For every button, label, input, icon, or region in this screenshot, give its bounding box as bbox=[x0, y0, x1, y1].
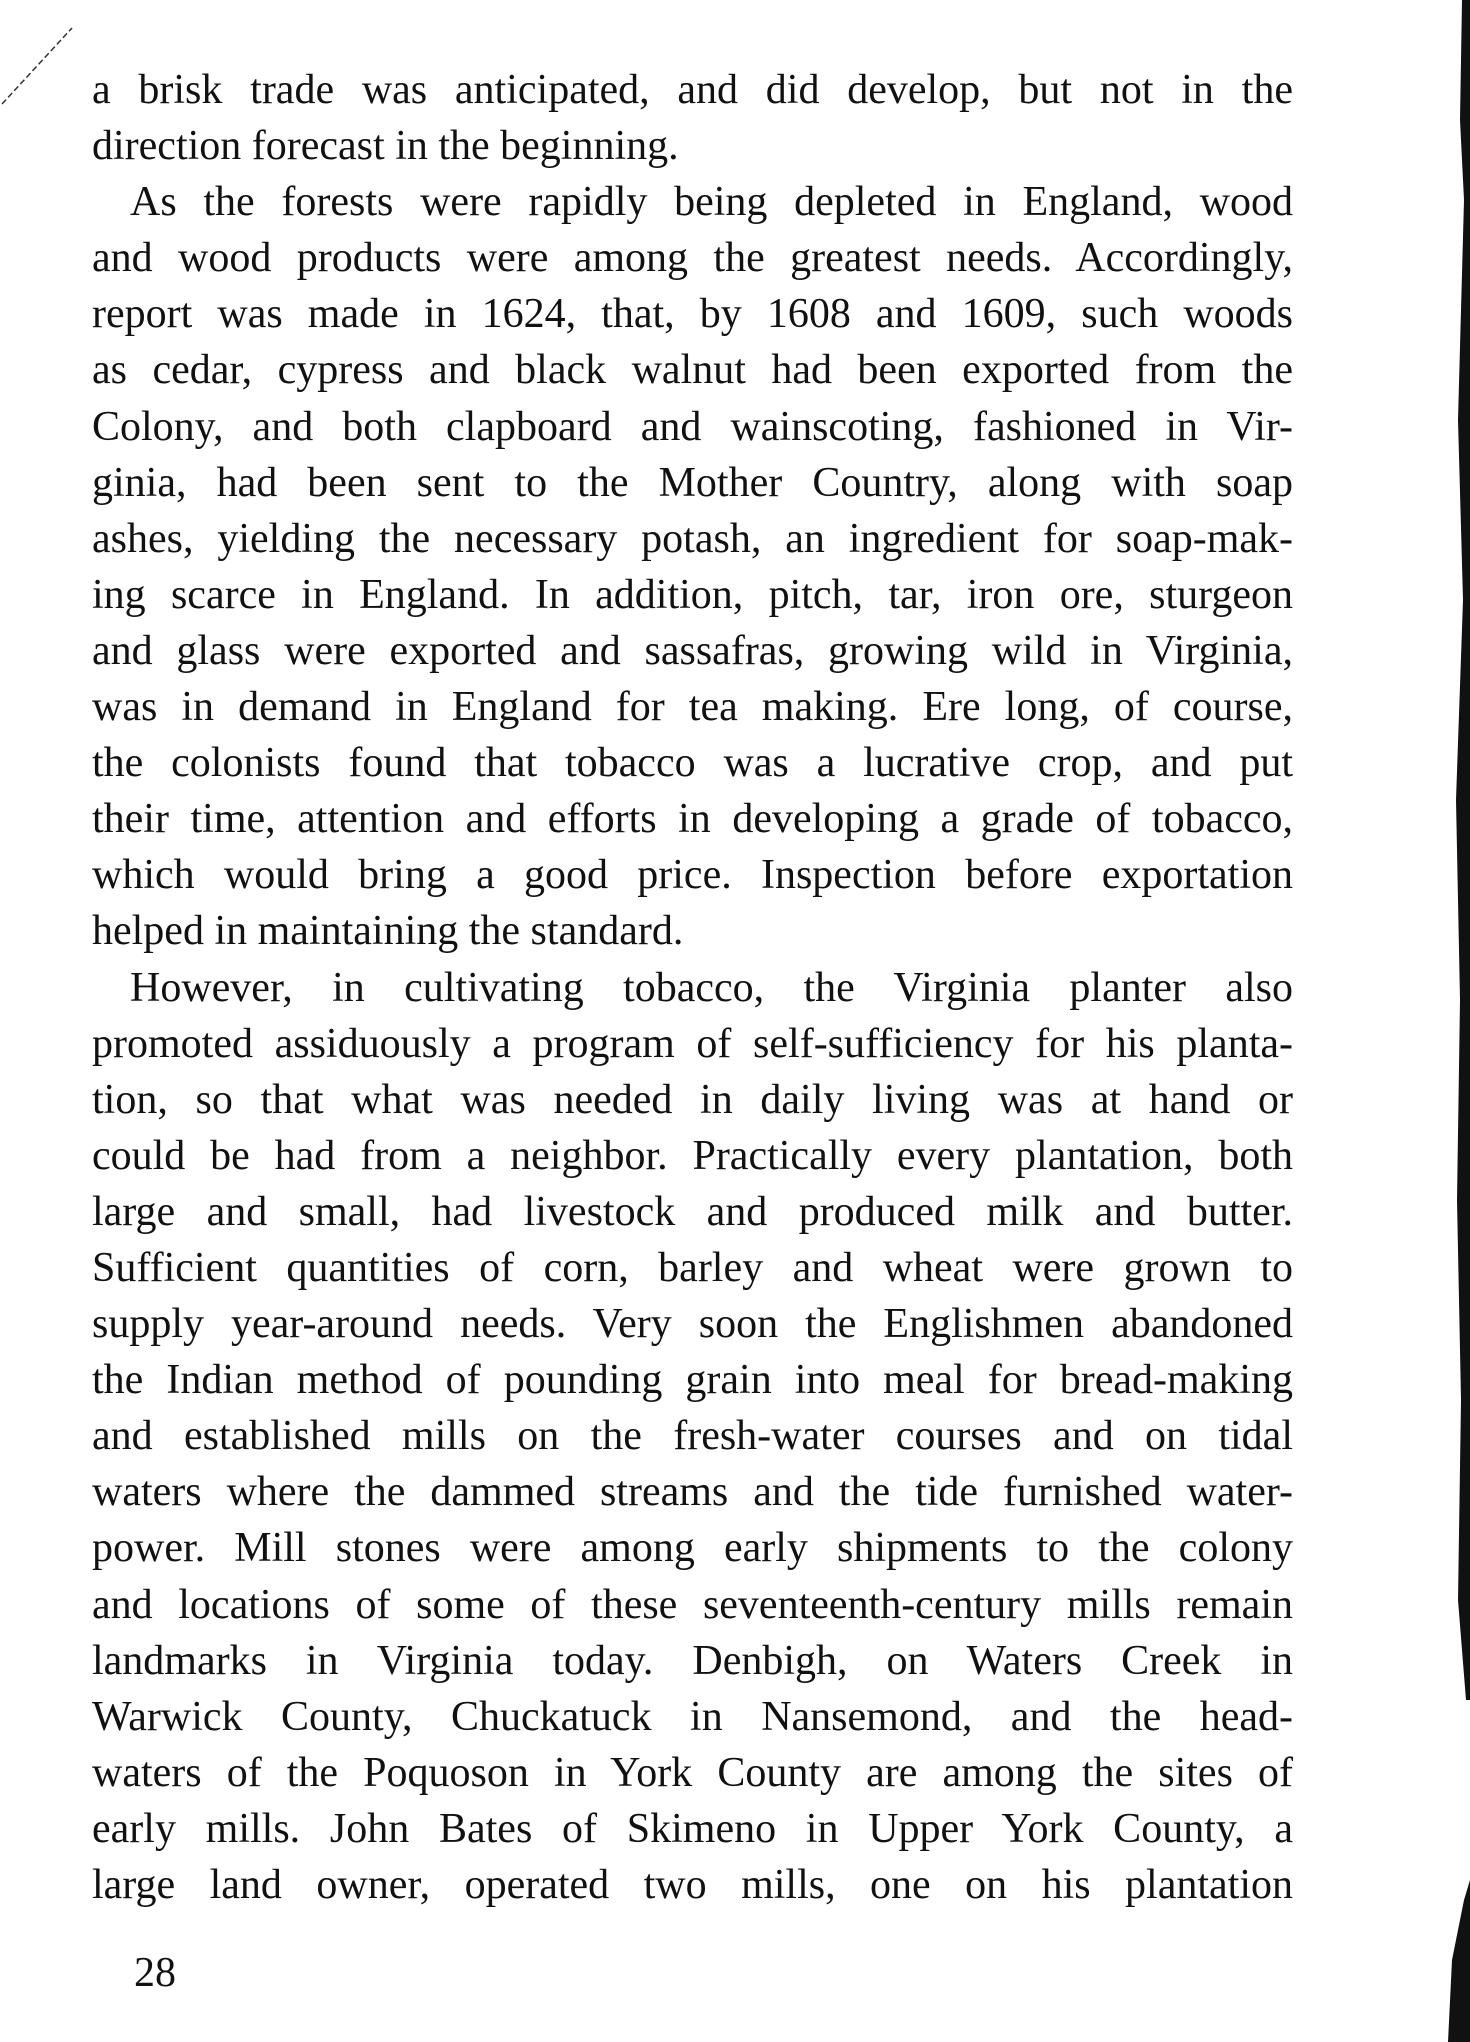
text-line: However, in cultivating tobacco, the Virginia planter also bbox=[130, 964, 1293, 1011]
text-line: and wood products were among the greatest needs. Accordingly, bbox=[92, 235, 1293, 282]
text-line: supply year-around needs. Very soon the Englishmen abandoned bbox=[92, 1301, 1293, 1348]
text-line: As the forests were rapidly being depleted in England, wood bbox=[130, 179, 1293, 226]
page-number: 28 bbox=[134, 1950, 176, 1996]
text-line: helped in maintaining the standard. bbox=[92, 908, 684, 955]
text-line: a brisk trade was anticipated, and did develop, but not in the bbox=[92, 67, 1293, 113]
text-line: landmarks in Virginia today. Denbigh, on Waters Creek in bbox=[92, 1637, 1293, 1684]
text-line: early mills. John Bates of Skimeno in Upper York County, a bbox=[92, 1805, 1293, 1852]
text-line: ginia, had been sent to the Mother Country, along with soap bbox=[92, 459, 1293, 506]
text-line: as cedar, cypress and black walnut had been exported from the bbox=[92, 347, 1293, 394]
text-line: and glass were exported and sassafras, growing wild in Virginia, bbox=[92, 627, 1293, 674]
text-line: which would bring a good price. Inspection before exportation bbox=[92, 852, 1293, 899]
text-line: direction forecast in the beginning. bbox=[92, 123, 679, 170]
text-line: promoted assiduously a program of self-sufficiency for his planta- bbox=[92, 1020, 1293, 1067]
text-line: power. Mill stones were among early shipments to the colony bbox=[92, 1525, 1293, 1572]
text-line: the colonists found that tobacco was a lucrative crop, and put bbox=[92, 740, 1293, 787]
text-line: their time, attention and efforts in developing a grade of tobacco, bbox=[92, 796, 1293, 843]
text-line: Colony, and both clapboard and wainscoting, fashioned in Vir- bbox=[92, 403, 1293, 450]
text-line: the Indian method of pounding grain into meal for bread-making bbox=[92, 1357, 1293, 1404]
pen-mark bbox=[0, 0, 80, 110]
body-text bbox=[92, 62, 1293, 1913]
text-line: Sufficient quantities of corn, barley and wheat were grown to bbox=[92, 1244, 1293, 1291]
text-line: and locations of some of these seventeenth-century mills remain bbox=[92, 1581, 1293, 1628]
text-line: large land owner, operated two mills, one on his plantation bbox=[92, 1862, 1293, 1908]
text-line: waters of the Poquoson in York County are among the sites of bbox=[92, 1749, 1293, 1796]
text-line: tion, so that what was needed in daily living was at hand or bbox=[92, 1076, 1293, 1123]
text-line: could be had from a neighbor. Practically every plantation, both bbox=[92, 1132, 1293, 1179]
text-line: was in demand in England for tea making. Ere long, of course, bbox=[92, 684, 1293, 731]
scan-page-edge bbox=[1430, 0, 1470, 2042]
text-line: waters where the dammed streams and the tide furnished water- bbox=[92, 1469, 1293, 1516]
text-line: ashes, yielding the necessary potash, an ingredient for soap-mak- bbox=[92, 515, 1293, 562]
text-line: Warwick County, Chuckatuck in Nansemond, and the head- bbox=[92, 1693, 1293, 1740]
text-line: and established mills on the fresh-water courses and on tidal bbox=[92, 1413, 1293, 1460]
text-line: large and small, had livestock and produced milk and butter. bbox=[92, 1188, 1293, 1235]
text-line: ing scarce in England. In addition, pitch, tar, iron ore, sturgeon bbox=[92, 571, 1293, 618]
text-line: report was made in 1624, that, by 1608 and 1609, such woods bbox=[92, 291, 1293, 338]
